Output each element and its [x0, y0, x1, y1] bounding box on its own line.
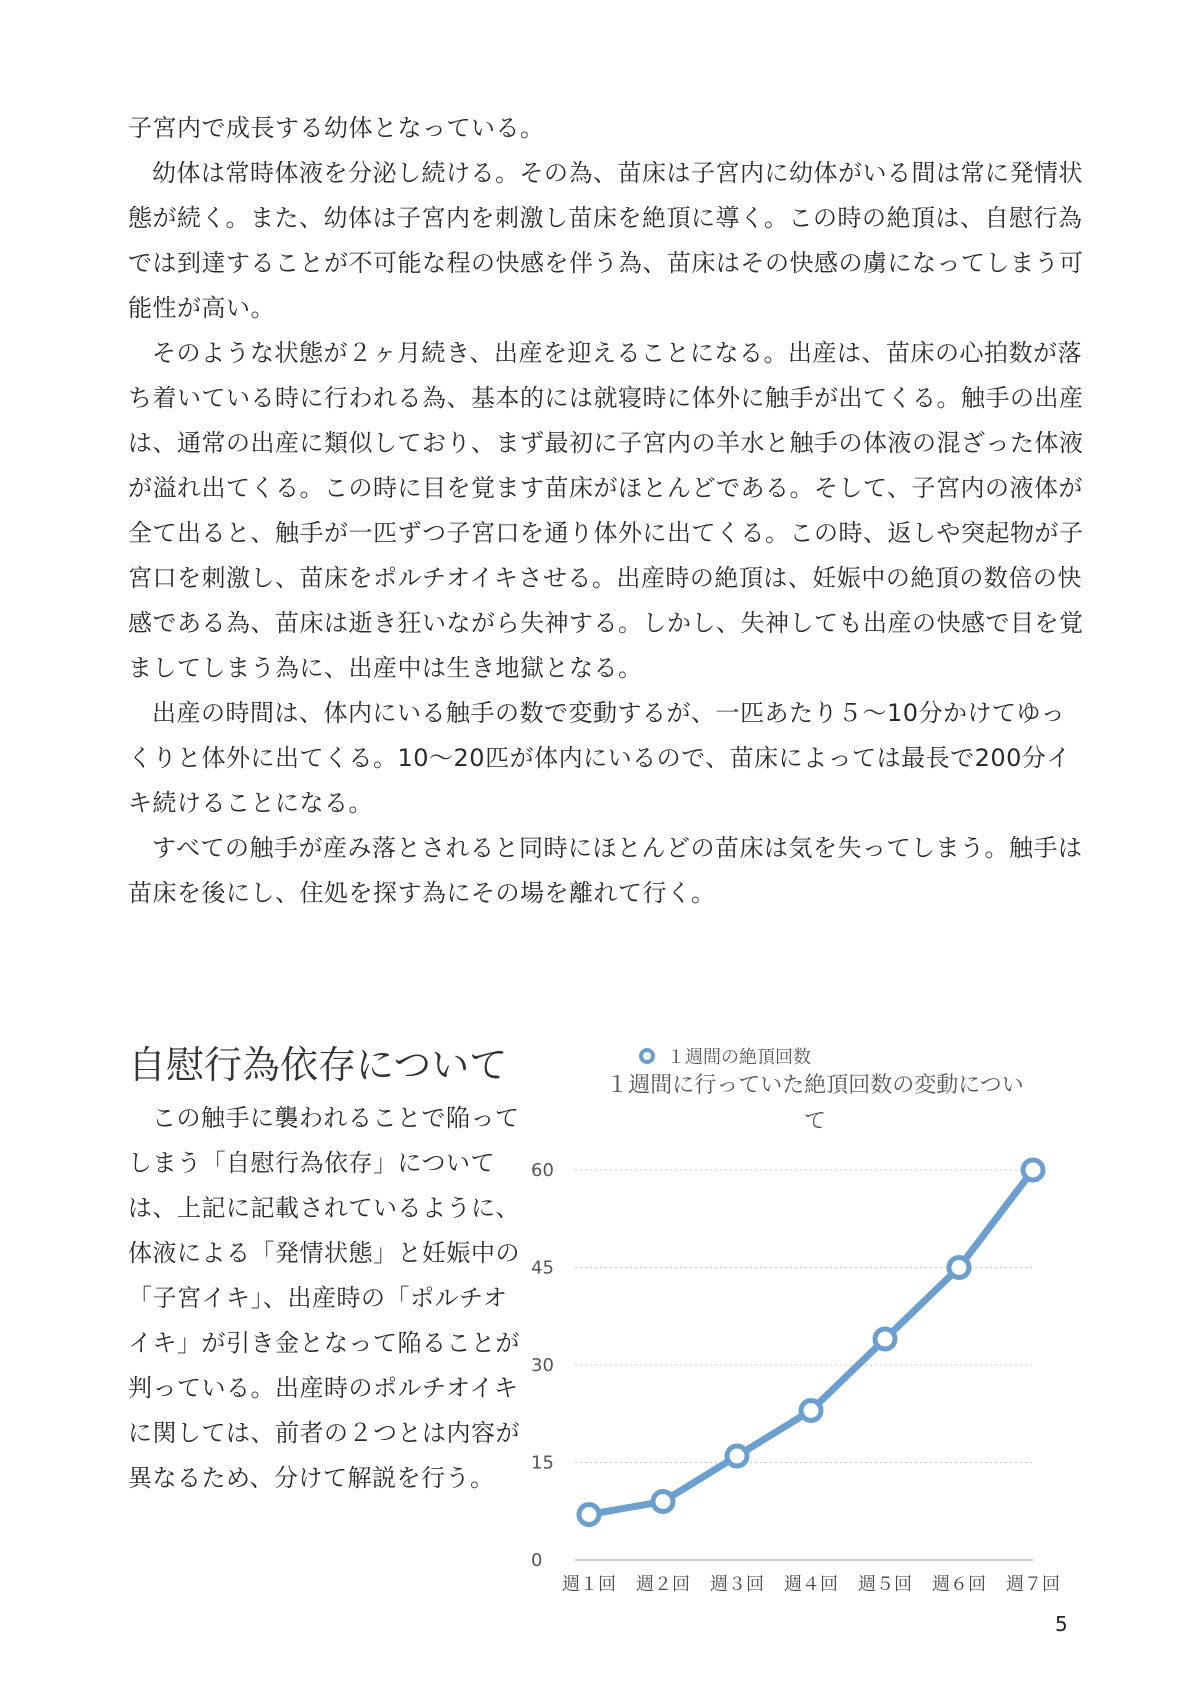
- legend-marker: [641, 1050, 653, 1062]
- chart-series: [579, 1160, 1043, 1525]
- data-point: [727, 1446, 747, 1466]
- data-point: [801, 1401, 821, 1421]
- chart-title-line: １週間に行っていた絶頂回数の変動につい: [606, 1073, 1024, 1098]
- section-body: この触手に襲われることで陥ってしまう「自慰行為依存」については、上記に記載されているように、体液による「発情状態」と妊娠中の「子宮イキ」、出産時の「ポルチオイキ」が引き金となって陥ることが判っている。出産時のポルチオイキに関しては、前者の２つとは内容が異なるため、分けて解説を行う。: [128, 1104, 520, 1492]
- y-tick-label: 15: [531, 1452, 554, 1474]
- line-chart: [525, 1030, 1085, 1610]
- data-point: [653, 1492, 673, 1512]
- paragraph: 幼体は常時体液を分泌し続ける。その為、苗床は子宮内に幼体がいる間は常に発情状態が続く。また、幼体は子宮内を刺激し苗床を絶頂に導く。この時の絶頂は、自慰行為では到達することが不可能な程の快感を伴う為、苗床はその快感の虜になってしまう可能性が高い。: [128, 159, 1084, 322]
- data-point: [579, 1505, 599, 1525]
- y-tick-label: 0: [531, 1550, 543, 1571]
- x-tick-label: 週６回: [932, 1574, 986, 1595]
- chart-svg: [525, 1030, 1085, 1610]
- data-point: [875, 1329, 895, 1349]
- x-tick-label: 週７回: [1006, 1574, 1060, 1595]
- y-tick-label: 60: [531, 1160, 554, 1181]
- paragraph: すべての触手が産み落とされると同時にほとんどの苗床は気を失ってしまう。触手は苗床を後にし、住処を探す為にその場を離れて行く。: [128, 834, 1083, 907]
- paragraph: 子宮内で成長する幼体となっている。: [128, 114, 545, 142]
- section-heading: 自慰行為依存について: [128, 1043, 508, 1087]
- y-tick-label: 30: [531, 1355, 554, 1376]
- body-text: [128, 106, 1088, 916]
- y-axis-ticks: [531, 1160, 554, 1571]
- chart-legend: [641, 1047, 811, 1068]
- chart-title-line: て: [803, 1109, 827, 1134]
- x-tick-label: 週２回: [636, 1574, 690, 1595]
- page-number: 5: [1055, 1612, 1068, 1636]
- data-point: [949, 1258, 969, 1278]
- x-tick-label: 週３回: [710, 1574, 764, 1595]
- section-masturbation-dependence: [128, 1040, 520, 1501]
- data-point: [1023, 1160, 1043, 1180]
- x-tick-label: 週１回: [562, 1574, 616, 1595]
- x-axis-ticks: [562, 1574, 1060, 1595]
- legend-label: １週間の絶頂回数: [667, 1047, 811, 1068]
- paragraph: 出産の時間は、体内にいる触手の数で変動するが、一匹あたり５〜10分かけてゆっくりと体外に出てくる。10〜20匹が体内にいるので、苗床によっては最長で200分イキ続けることになる。: [128, 699, 1071, 817]
- x-tick-label: 週５回: [858, 1574, 912, 1595]
- paragraph: そのような状態が２ヶ月続き、出産を迎えることになる。出産は、苗床の心拍数が落ち着いている時に行われる為、基本的には就寝時に体外に触手が出てくる。触手の出産は、通常の出産に類似しており、まず最初に子宮内の羊水と触手の体液の混ざった体液が溢れ出てくる。この時に目を覚ます苗床がほとんどである。そして、子宮内の液体が全て出ると、触手が一匹ずつ子宮口を通り体外に出てくる。この時、返しや突起物が子宮口を刺激し、苗床をポルチオイキさせる。出産時の絶頂は、妊娠中の絶頂の数倍の快感である為、苗床は逝き狂いながら失神する。しかし、失神しても出産の快感で目を覚ましてしまう為に、出産中は生き地獄となる。: [128, 339, 1084, 682]
- y-tick-label: 45: [531, 1257, 554, 1279]
- x-tick-label: 週４回: [784, 1574, 838, 1595]
